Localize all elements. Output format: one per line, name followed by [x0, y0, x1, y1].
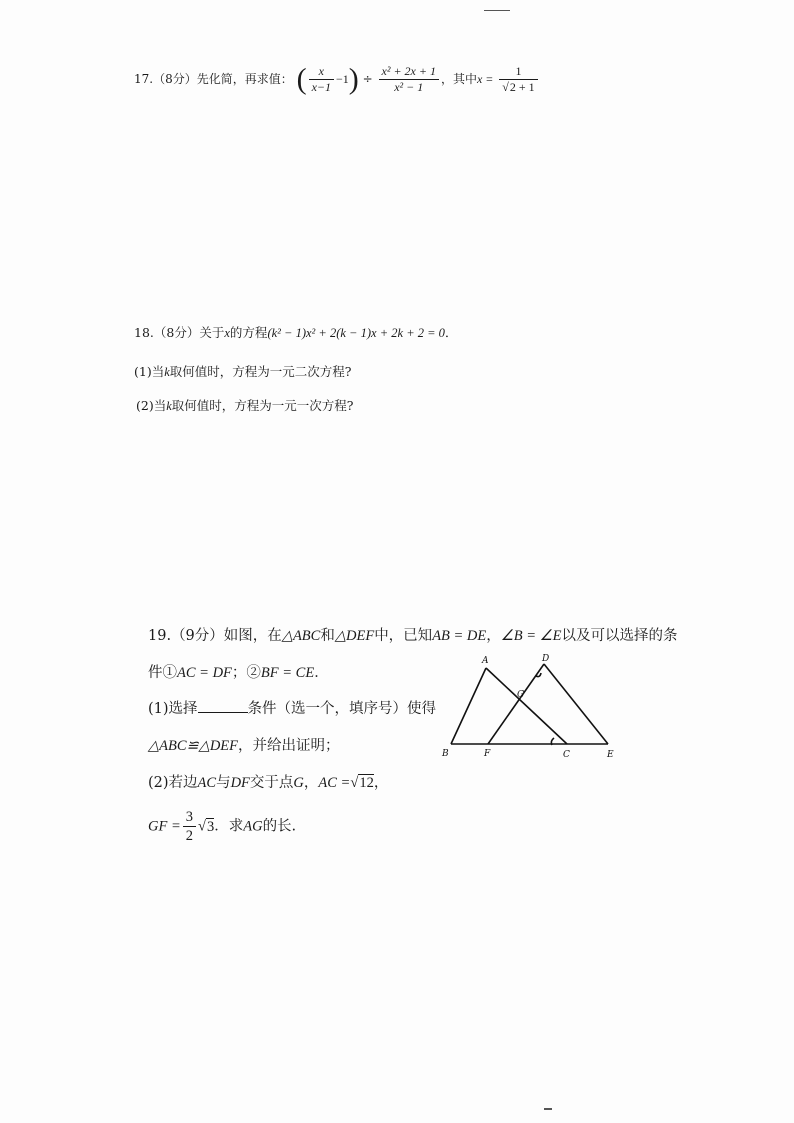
- q19-ac-eq: AC =: [318, 775, 351, 791]
- scan-mark-bottom: [544, 1108, 552, 1110]
- q17-fraction-3: $\frac{1}{√2 + 1}$: [499, 64, 537, 95]
- q19-triangle-abc: △ABC: [281, 628, 321, 644]
- question-19-part-2-line-2: GF = $\frac{3}{2}$ √3．求AG的长.: [148, 809, 297, 845]
- q18-points: （8分）: [153, 325, 200, 340]
- q19-comma: ，: [486, 628, 501, 644]
- label-d: D: [542, 654, 550, 664]
- question-19-part-1-line-2: [148, 734, 340, 755]
- q18-part2-prefix: (2)当: [136, 398, 167, 413]
- q19-line2-start: 件①: [148, 665, 177, 681]
- question-18-part-2: [136, 396, 353, 414]
- q18-part2-var: k: [166, 399, 172, 413]
- q19-part1-start: (1)选择: [148, 701, 198, 717]
- q19-condition-2: BF = CE: [260, 665, 315, 681]
- q19-ag: AG: [243, 818, 263, 835]
- q17-instruction: 先化简，再求值：: [196, 72, 293, 86]
- triangle-figure: [440, 650, 620, 765]
- q19-congruence: △ABC≌△DEF: [148, 738, 239, 754]
- line-df: [488, 664, 544, 744]
- label-c: C: [563, 750, 570, 760]
- q18-equation: (k² − 1)x² + 2(k − 1)x + 2k + 2 = 0: [267, 326, 445, 340]
- q18-stem-text: 关于: [199, 325, 225, 340]
- label-f: F: [484, 749, 491, 759]
- q19-line1-mid: 中，已知: [374, 628, 433, 644]
- question-19-line-1: [148, 624, 678, 645]
- q18-end: ．: [444, 325, 458, 340]
- label-e: E: [607, 750, 614, 760]
- q19-angle-eq: ∠B = ∠E: [500, 628, 562, 644]
- q18-part1-var: k: [164, 365, 170, 379]
- q19-ab-eq-de: AB = DE: [432, 628, 487, 644]
- q17-x-eq: x =: [476, 72, 494, 86]
- label-g: G: [517, 690, 525, 700]
- q19-gf-eq: GF =: [148, 818, 181, 835]
- q19-line1-text: 如图，在: [223, 628, 282, 644]
- question-17: [134, 64, 540, 95]
- q18-stem-text2: 的方程: [229, 325, 268, 340]
- q19-ask-end: 的长.: [262, 818, 297, 835]
- q18-part1-prefix: (1)当: [134, 364, 165, 379]
- answer-blank[interactable]: [198, 700, 248, 713]
- scan-mark-top: [484, 10, 510, 11]
- q19-ac-root: 12: [359, 775, 374, 791]
- q19-ask: ．求: [214, 818, 244, 835]
- question-18-stem: [134, 323, 457, 341]
- label-a: A: [482, 656, 489, 666]
- q19-line2-end: ．: [314, 665, 329, 681]
- q19-ac: AC: [197, 775, 217, 791]
- q17-points: （8分）: [153, 72, 197, 86]
- q19-part1-end: 条件（选一个，填序号）使得: [247, 701, 437, 717]
- q19-number: 19.: [148, 628, 172, 644]
- q17-fraction-2: $\frac{\text{x² + 2x + 1}}{\text{x² − 1}}$: [379, 64, 439, 95]
- q18-part1-suffix: 取何值时，方程为一元二次方程?: [169, 364, 352, 379]
- q18-var-x: x: [224, 326, 230, 340]
- q17-division-sign: ÷: [362, 72, 373, 86]
- label-b: B: [442, 749, 449, 759]
- q19-intersect: 交于点: [249, 775, 294, 791]
- q19-comma-2: ，: [303, 775, 319, 791]
- q19-comma-3: ，: [373, 775, 389, 791]
- q19-gf-root: 3: [206, 818, 215, 835]
- q17-fraction-1: $\frac{x}{x-1}$: [309, 64, 334, 95]
- q18-part2-suffix: 取何值时，方程为一元一次方程?: [171, 398, 354, 413]
- q19-g: G: [293, 775, 304, 791]
- question-19-part-1: [148, 697, 436, 718]
- q17-where: ，其中: [440, 72, 477, 86]
- question-19-line-2: [148, 661, 329, 682]
- q19-condition-1: AC = DF: [177, 665, 232, 681]
- question-19-part-2: (2)若边AC与DF交于点G，AC =√12，: [148, 775, 389, 791]
- left-paren: (: [296, 62, 307, 96]
- q19-and: 和: [320, 628, 335, 644]
- q19-df: DF: [230, 775, 250, 791]
- line-ab: [451, 668, 486, 744]
- q19-points: （9分）: [171, 628, 224, 644]
- q19-part2-start: (2)若边: [148, 775, 198, 791]
- line-ac: [486, 668, 567, 744]
- right-paren: ): [348, 62, 359, 96]
- q19-proof-text: ，并给出证明；: [238, 738, 340, 754]
- q19-gf-fraction: $\frac{3}{2}$: [183, 808, 196, 845]
- question-18-part-1: [134, 362, 351, 380]
- q17-minus-one: −1: [336, 72, 349, 86]
- q18-number: 18.: [134, 325, 154, 340]
- q19-with: 与: [216, 775, 231, 791]
- q19-semicolon: ；②: [231, 665, 261, 681]
- q19-triangle-def: △DEF: [334, 628, 375, 644]
- q17-number: 17.: [134, 72, 154, 86]
- q19-line1-end: 以及可以选择的条: [561, 628, 678, 644]
